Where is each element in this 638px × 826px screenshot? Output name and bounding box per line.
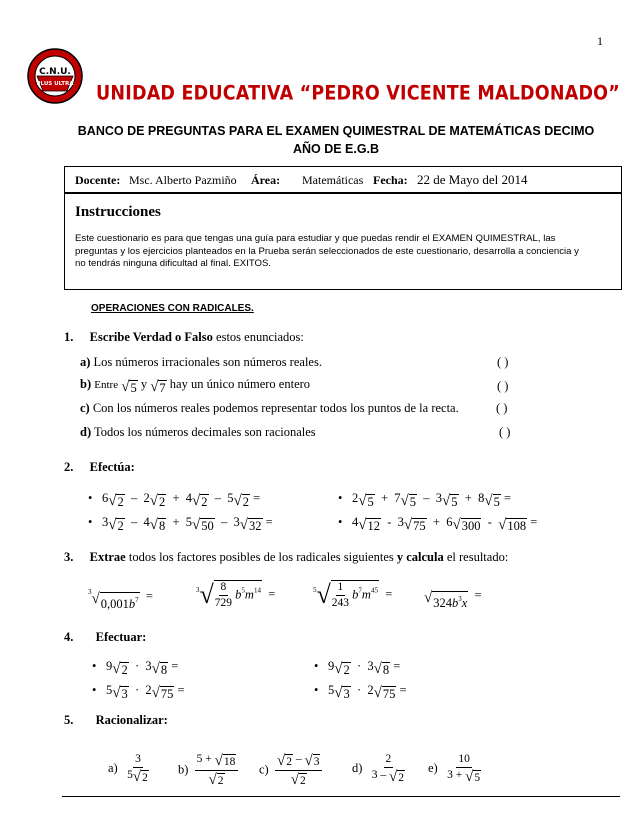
q4-expr-3: • 5 √ 3 · 2 √ 75 = bbox=[92, 683, 185, 701]
instructions-line2: preguntas y los ejercicios planteados en la Prueba serán seleccionados de este cuestionario, desarrolla a conciencia y bbox=[75, 245, 579, 257]
exam-title bbox=[66, 122, 606, 158]
question-3-end: el resultado: bbox=[443, 550, 509, 564]
label-d: d) bbox=[352, 760, 363, 775]
school-logo bbox=[26, 47, 84, 105]
page-number: 1 bbox=[597, 34, 603, 48]
exam-title-line2: AÑO DE E.G.B bbox=[292, 142, 380, 156]
exam-title-line1: BANCO DE PREGUNTAS PARA EL EXAMEN QUIMESTRAL DE MATEMÁTICAS DECIMO bbox=[77, 124, 595, 138]
radical: √ 7 bbox=[150, 379, 166, 395]
question-1-title bbox=[64, 330, 304, 345]
q3-expr-3: $^5$ √ $\frac{1}{243}$ $b^7m^{45}$ = bbox=[313, 580, 393, 609]
item-post: hay un único número entero bbox=[169, 377, 311, 391]
school-name: UNIDAD EDUCATIVA “PEDRO VICENTE MALDONADO” bbox=[96, 83, 620, 105]
label-b: b) bbox=[178, 762, 189, 777]
q5-expr-e: e) 10 3 + √ 5 bbox=[428, 753, 481, 785]
q2-expr-4: • 4 √ 12 - 3 √ 75 + 6 √ 300 - √ 108 = bbox=[338, 515, 538, 533]
question-3-bold2: y calcula bbox=[396, 550, 444, 564]
question-1-rest: estos enunciados: bbox=[212, 330, 304, 344]
question-4-title bbox=[64, 630, 146, 645]
area-label: Área: bbox=[251, 173, 281, 187]
q1-item-b bbox=[80, 377, 310, 395]
q3-expr-1: $^3$ √ $0,001b^7$ = bbox=[88, 588, 153, 611]
q5-expr-a: a) 3 5 √ 2 bbox=[108, 753, 148, 785]
item-mid: y bbox=[140, 377, 148, 391]
question-1-number: 1. bbox=[64, 330, 74, 344]
question-4-number: 4. bbox=[64, 630, 74, 644]
q1-item-c bbox=[80, 401, 459, 416]
question-2-title bbox=[64, 460, 135, 475]
instructions-title: Instrucciones bbox=[75, 204, 161, 220]
q1-item-a bbox=[80, 355, 322, 370]
item-letter: a) bbox=[80, 355, 91, 369]
q5-expr-c: c) √ 2 – √ 3 √ 2 bbox=[259, 753, 322, 788]
question-2-label: Efectúa: bbox=[89, 460, 135, 474]
q5-expr-d: d) 2 3 – √ 2 bbox=[352, 753, 405, 785]
question-4-label: Efectuar: bbox=[95, 630, 147, 644]
instructions-text bbox=[75, 233, 613, 271]
q4-expr-2: • 9 √ 2 · 3 √ 8 = bbox=[314, 659, 401, 677]
docente-label: Docente: bbox=[75, 173, 121, 187]
q2-expr-1: • 6 √ 2 – 2 √ 2 + 4 √ 2 – 5 √ 2 = bbox=[88, 491, 261, 509]
answer-blank-d[interactable]: ( ) bbox=[499, 425, 511, 439]
page-border-bottom bbox=[62, 796, 620, 797]
answer-blank-a[interactable]: ( ) bbox=[497, 355, 509, 369]
fecha-value: 22 de Mayo del 2014 bbox=[417, 172, 528, 187]
answer-blank-c[interactable]: ( ) bbox=[496, 401, 508, 415]
q4-expr-4: • 5 √ 3 · 2 √ 75 = bbox=[314, 683, 407, 701]
question-3-title bbox=[64, 550, 508, 565]
info-box bbox=[64, 166, 622, 194]
item-text: Con los números reales podemos representar todos los puntos de la recta. bbox=[92, 401, 459, 415]
logo-subtext: PLUS ULTRA bbox=[36, 81, 74, 87]
section-title: OPERACIONES CON RADICALES. bbox=[91, 303, 254, 314]
item-letter: c) bbox=[80, 401, 90, 415]
question-3-number: 3. bbox=[64, 550, 74, 564]
item-letter: d) bbox=[80, 425, 92, 439]
label-c: c) bbox=[259, 762, 269, 777]
q5-expr-b: b) 5 + √ 18 √ 2 bbox=[178, 753, 238, 788]
q3-expr-2: $^3$ √ $\frac{8}{729}$ $b^5m^{14}$ = bbox=[196, 580, 276, 609]
question-5-number: 5. bbox=[64, 713, 74, 727]
q3-expr-4: √ $324b^3x$ = bbox=[424, 588, 482, 610]
label-a: a) bbox=[108, 760, 118, 775]
item-text: Los números irracionales son números reales. bbox=[93, 355, 322, 369]
question-1-bold: Escribe Verdad o Falso bbox=[89, 330, 213, 344]
question-5-title bbox=[64, 713, 168, 728]
instructions-line3: no tendrás ninguna dificultad al final. EXITOS. bbox=[75, 258, 272, 269]
question-3-mid: todos los factores posibles de los radicales siguientes bbox=[125, 550, 397, 564]
item-letter: b) bbox=[80, 377, 92, 391]
fecha-label: Fecha: bbox=[373, 173, 408, 187]
logo-text: C.N.U. bbox=[39, 67, 71, 77]
label-e: e) bbox=[428, 760, 438, 775]
instructions-line1: Este cuestionario es para que tengas una guía para estudiar y que puedas rendir el EXAMEN QUIMESTRAL, las bbox=[75, 233, 556, 244]
answer-blank-b[interactable]: ( ) bbox=[497, 379, 509, 393]
radical: √ 5 bbox=[121, 379, 137, 395]
q2-expr-3: • 3 √ 2 – 4 √ 8 + 5 √ 50 – 3 √ 32 = bbox=[88, 515, 273, 533]
area-value: Matemáticas bbox=[302, 173, 364, 187]
question-3-bold1: Extrae bbox=[89, 550, 126, 564]
q1-item-d bbox=[80, 425, 316, 440]
question-2-number: 2. bbox=[64, 460, 74, 474]
item-text: Todos los números decimales son racionales bbox=[94, 425, 316, 439]
question-5-label: Racionalizar: bbox=[95, 713, 168, 727]
item-pre: Entre bbox=[94, 379, 119, 391]
q4-expr-1: • 9 √ 2 · 3 √ 8 = bbox=[92, 659, 179, 677]
q2-expr-2: • 2 √ 5 + 7 √ 5 – 3 √ 5 + 8 √ 5 = bbox=[338, 491, 511, 509]
docente-value: Msc. Alberto Pazmiño bbox=[129, 173, 237, 187]
